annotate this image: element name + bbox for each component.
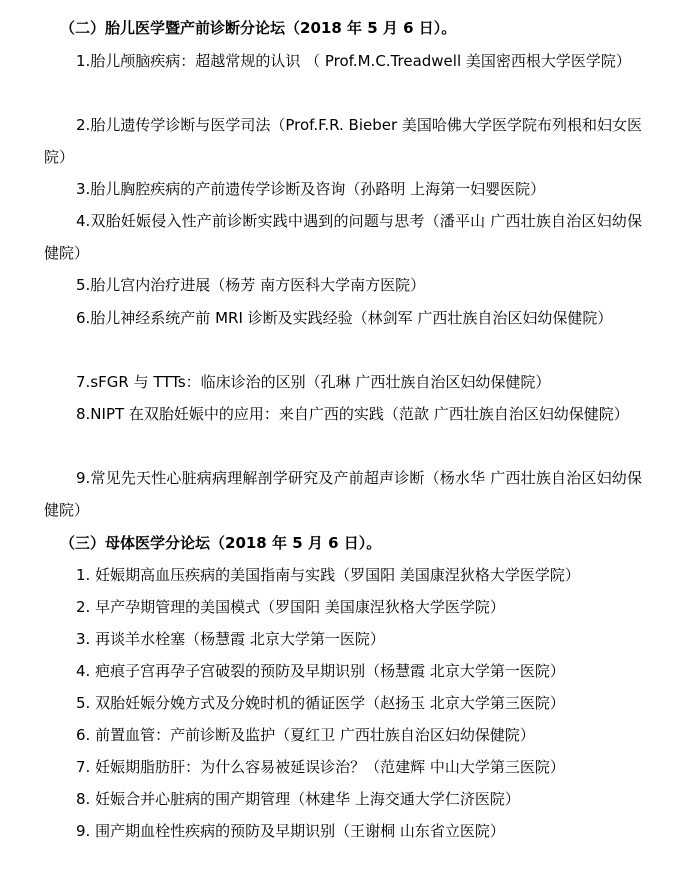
list-item: 4.双胎妊娠侵入性产前诊断实践中遇到的问题与思考（潘平山 广西壮族自治区妇幼保健院） xyxy=(44,212,642,262)
list-item: 1. 妊娠期高血压疾病的美国指南与实践（罗国阳 美国康涅狄格大学医学院） xyxy=(76,566,580,584)
list-item: 2. 早产孕期管理的美国模式（罗国阳 美国康涅狄格大学医学院） xyxy=(76,598,505,616)
list-item: 2.胎儿遗传学诊断与医学司法（Prof.F.R. Bieber 美国哈佛大学医学院布列根和妇女医院） xyxy=(44,116,642,166)
list-item: 1.胎儿颅脑疾病：超越常规的认识 （ Prof.M.C.Treadwell 美国密西根大学医学院） xyxy=(76,52,631,70)
list-item: 8.NIPT 在双胎妊娠中的应用：来自广西的实践（范歆 广西壮族自治区妇幼保健院） xyxy=(76,405,629,423)
list-item: 7. 妊娠期脂肪肝：为什么容易被延误诊治？（范建辉 中山大学第三医院） xyxy=(76,758,565,776)
list-item: 9.常见先天性心脏病病理解剖学研究及产前超声诊断（杨水华 广西壮族自治区妇幼保健院） xyxy=(44,469,642,519)
list-item: 8. 妊娠合并心脏病的围产期管理（林建华 上海交通大学仁济医院） xyxy=(76,790,520,808)
list-item: 3. 再谈羊水栓塞（杨慧霞 北京大学第一医院） xyxy=(76,630,385,648)
list-item: 6.胎儿神经系统产前 MRI 诊断及实践经验（林剑军 广西壮族自治区妇幼保健院） xyxy=(76,309,613,327)
list-item: 5.胎儿宫内治疗进展（杨芳 南方医科大学南方医院） xyxy=(76,276,426,294)
list-item: 6. 前置血管：产前诊断及监护（夏红卫 广西壮族自治区妇幼保健院） xyxy=(76,726,535,744)
list-item: 5. 双胎妊娠分娩方式及分娩时机的循证医学（赵扬玉 北京大学第三医院） xyxy=(76,694,565,712)
list-item: 3.胎儿胸腔疾病的产前遗传学诊断及咨询（孙路明 上海第一妇婴医院） xyxy=(76,180,546,198)
section-title-maternal-medicine: （三）母体医学分论坛（2018 年 5 月 6 日）。 xyxy=(60,534,382,552)
list-item: 7.sFGR 与 TTTs：临床诊治的区别（孔琳 广西壮族自治区妇幼保健院） xyxy=(76,373,551,391)
list-item: 4. 疤痕子宫再孕子宫破裂的预防及早期识别（杨慧霞 北京大学第一医院） xyxy=(76,662,565,680)
section-title-fetal-medicine: （二）胎儿医学暨产前诊断分论坛（2018 年 5 月 6 日）。 xyxy=(60,19,457,37)
list-item: 9. 围产期血栓性疾病的预防及早期识别（王谢桐 山东省立医院） xyxy=(76,822,505,840)
